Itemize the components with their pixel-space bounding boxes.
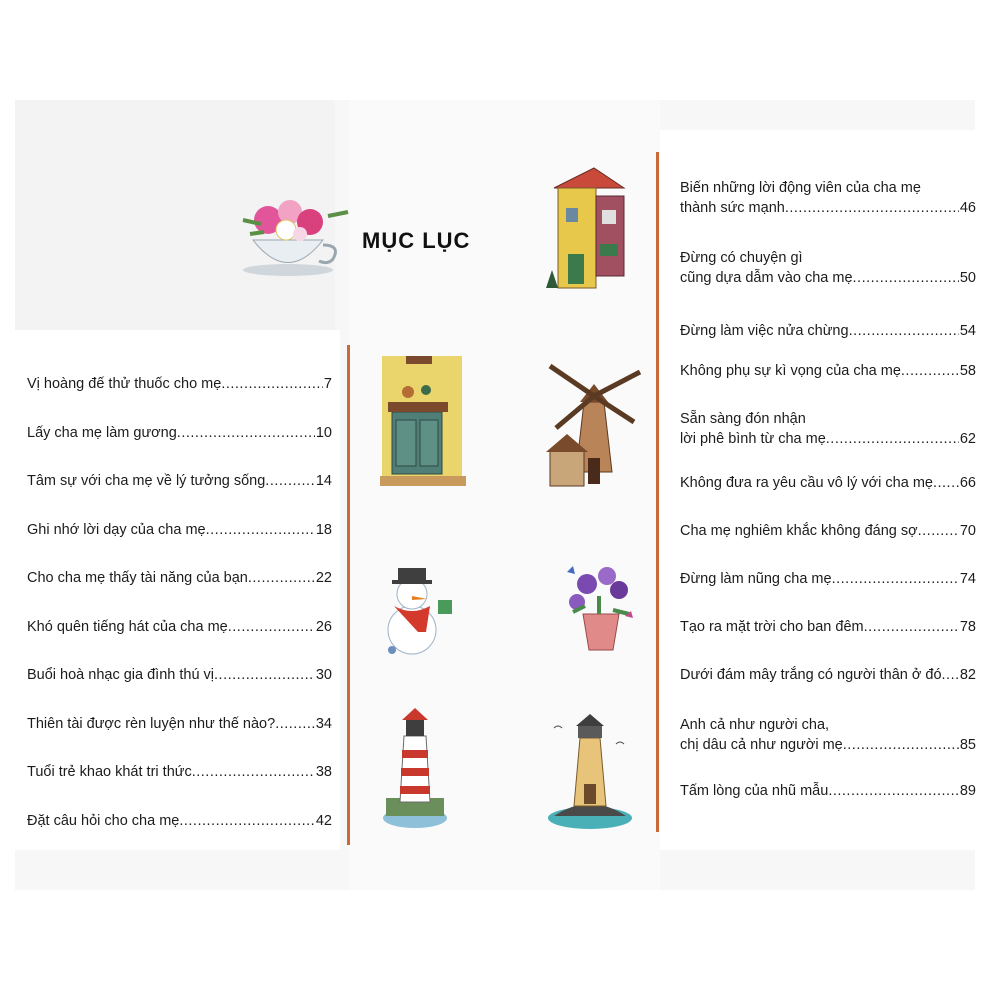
yellow-house-icon (544, 158, 634, 298)
toc-left-column (27, 374, 332, 859)
toc-title: MỤC LỤC (362, 228, 471, 253)
striped-lighthouse-icon (380, 706, 450, 831)
toc-entry[interactable]: Không phụ sự kì vọng của cha mẹ ..... 58 (680, 361, 976, 399)
toc-entry[interactable]: Dưới đám mây trắng có người thân ở đó ..... 82 (680, 665, 976, 705)
toc-entry[interactable]: Đừng làm việc nửa chừng ..... 54 (680, 296, 976, 361)
toc-entry[interactable]: Tuổi trẻ khao khát tri thức ..... 38 (27, 762, 332, 811)
toc-entry[interactable]: Tấm lòng của nhũ mẫu ..... 89 (680, 781, 976, 811)
toc-entry[interactable]: Thiên tài được rèn luyện như thế nào? ..... 34 (27, 714, 332, 763)
right-divider (656, 152, 659, 832)
toc-entry[interactable]: Lấy cha mẹ làm gương ..... 10 (27, 423, 332, 472)
toc-entry[interactable]: Buổi hoà nhạc gia đình thú vị ..... 30 (27, 665, 332, 714)
toc-entry[interactable]: Không đưa ra yêu cầu vô lý với cha mẹ ..... 66 (680, 473, 976, 521)
toc-entry[interactable]: Đặt câu hỏi cho cha mẹ ..... 42 (27, 811, 332, 860)
toc-entry[interactable]: Tạo ra mặt trời cho ban đêm ..... 78 (680, 617, 976, 665)
toc-entry[interactable]: Biến những lời động viên của cha mẹ thành sức mạnh ..... 46 (680, 178, 976, 246)
kitchen-cabinet-icon (378, 352, 466, 492)
toc-entry[interactable]: Tâm sự với cha mẹ về lý tưởng sống ..... 14 (27, 471, 332, 520)
toc-right-column (680, 178, 976, 811)
toc-entry[interactable]: Ghi nhớ lời dạy của cha mẹ ..... 18 (27, 520, 332, 569)
left-divider (347, 345, 350, 845)
island-lighthouse-icon (546, 708, 634, 833)
toc-entry[interactable]: Đừng làm nũng cha mẹ ..... 74 (680, 569, 976, 617)
toc-entry[interactable]: Sẵn sàng đón nhận lời phê bình từ cha mẹ ..... 62 (680, 399, 976, 473)
toc-entry[interactable]: Anh cả như người cha, chị dâu cả như người mẹ ..... 85 (680, 705, 976, 781)
flower-teacup-icon (228, 190, 358, 280)
toc-entry[interactable]: Vị hoàng đế thử thuốc cho mẹ ..... 7 (27, 374, 332, 423)
toc-entry[interactable]: Đừng có chuyện gì cũng dựa dẫm vào cha mẹ ..... 50 (680, 246, 976, 296)
toc-entry[interactable]: Cho cha mẹ thấy tài năng của bạn ..... 22 (27, 568, 332, 617)
toc-entry[interactable]: Cha mẹ nghiêm khắc không đáng sợ ..... 70 (680, 521, 976, 569)
flower-pot-icon (553, 562, 638, 654)
windmill-icon (542, 362, 644, 492)
snowman-icon (372, 560, 464, 660)
toc-entry[interactable]: Khó quên tiếng hát của cha mẹ ..... 26 (27, 617, 332, 666)
